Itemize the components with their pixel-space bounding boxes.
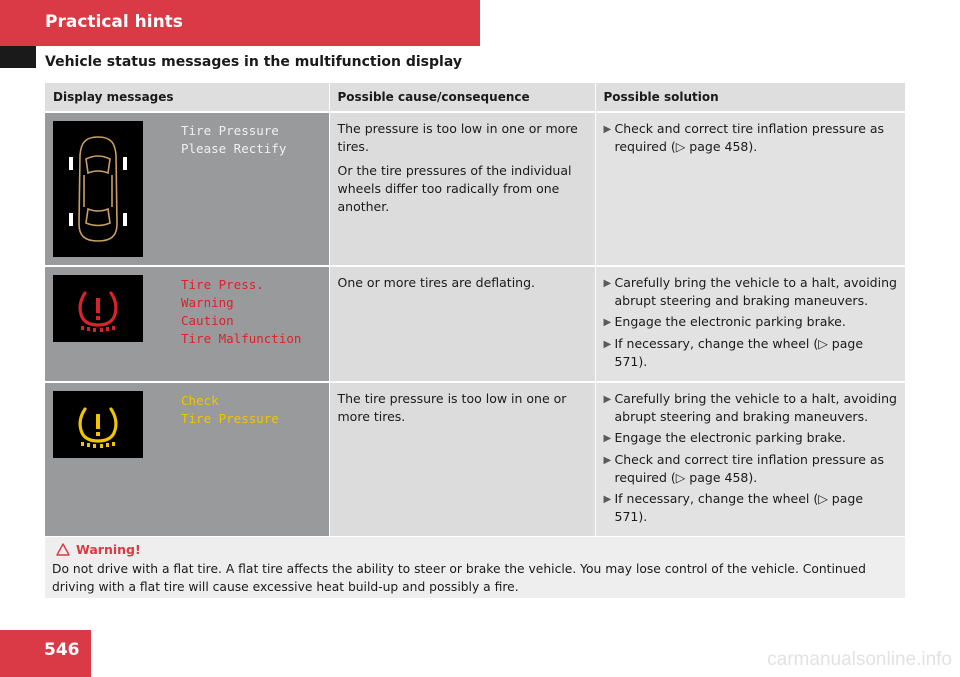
table-row [45, 112, 905, 266]
solution-item [604, 335, 898, 371]
solution-item [604, 274, 898, 310]
display-line: Please Rectify [181, 141, 287, 156]
cause-text: The pressure is too low in one or more tires. [337, 121, 578, 154]
corner-block [0, 46, 36, 68]
arrow-bullet-icon: ▶ [603, 124, 612, 135]
solution-item [604, 390, 898, 426]
solution-text: Carefully bring the vehicle to a halt, avoiding abrupt steering and braking maneuvers. [614, 391, 897, 424]
display-message [181, 275, 301, 348]
warning-box [45, 537, 905, 598]
column-header-solution: Possible solution [595, 83, 905, 112]
page-number: 546 [44, 640, 80, 660]
chapter-title: Practical hints [45, 12, 183, 32]
cause-text: Or the tire pressures of the individual wheels differ too radically from one another. [337, 163, 572, 214]
display-message [181, 121, 286, 257]
arrow-bullet-icon: ▶ [603, 494, 612, 505]
display-cell [45, 382, 329, 537]
arrow-bullet-icon: ▶ [603, 339, 612, 350]
display-line: Check [181, 393, 219, 408]
solution-text: Check and correct tire inflation pressure as required (▷ page 458). [614, 452, 885, 485]
solution-text: If necessary, change the wheel (▷ page 571). [614, 336, 864, 369]
table-row [45, 266, 905, 382]
solution-cell [595, 382, 905, 537]
status-messages-table [45, 83, 905, 538]
display-line: Tire Pressure [181, 411, 279, 426]
cause-cell [329, 112, 595, 266]
table-row [45, 382, 905, 537]
display-cell [45, 266, 329, 382]
tire-warning-red-icon [68, 284, 128, 334]
display-line: Tire Pressure [181, 123, 279, 138]
display-line: Tire Press. [181, 277, 264, 292]
warning-title: Warning! [76, 542, 141, 557]
solution-item [604, 313, 898, 332]
solution-cell [595, 112, 905, 266]
warning-text: Do not drive with a flat tire. A flat tire affects the ability to steer or brake the vehicle. You may lose control of the vehicle. Continued driving with a flat tire will cause excessive heat build-up and possibly a fire. [52, 562, 866, 594]
solution-text: If necessary, change the wheel (▷ page 571). [614, 491, 864, 524]
cause-cell [329, 266, 595, 382]
table-header-row [45, 83, 905, 112]
warning-header [52, 542, 898, 557]
solution-text: Engage the electronic parking brake. [614, 314, 846, 329]
arrow-bullet-icon: ▶ [603, 394, 612, 405]
display-line: Caution [181, 313, 234, 328]
display-screen [53, 121, 143, 257]
section-title: Vehicle status messages in the multifunction display [45, 54, 462, 70]
arrow-bullet-icon: ▶ [603, 278, 612, 289]
display-screen [53, 391, 143, 458]
solution-item [604, 451, 898, 487]
cause-cell [329, 382, 595, 537]
solution-cell [595, 266, 905, 382]
display-cell [45, 112, 329, 266]
column-header-cause: Possible cause/consequence [329, 83, 595, 112]
arrow-bullet-icon: ▶ [603, 433, 612, 444]
solution-text: Carefully bring the vehicle to a halt, avoiding abrupt steering and braking maneuvers. [614, 275, 897, 308]
solution-item [604, 490, 898, 526]
arrow-bullet-icon: ▶ [603, 317, 612, 328]
car-tire-pressure-icon [63, 129, 133, 249]
cause-text: The tire pressure is too low in one or more tires. [337, 391, 567, 424]
column-header-display: Display messages [45, 83, 329, 112]
solution-item [604, 429, 898, 448]
display-screen [53, 275, 143, 342]
solution-text: Check and correct tire inflation pressure as required (▷ page 458). [614, 121, 885, 154]
display-line: Tire Malfunction [181, 331, 302, 346]
arrow-bullet-icon: ▶ [603, 455, 612, 466]
solution-item [604, 120, 898, 156]
warning-triangle-icon [56, 543, 70, 556]
display-message [181, 391, 279, 458]
display-line: Warning [181, 295, 234, 310]
solution-text: Engage the electronic parking brake. [614, 430, 846, 445]
cause-text: One or more tires are deflating. [337, 275, 536, 290]
watermark: carmanualsonline.info [767, 649, 952, 670]
tire-warning-yellow-icon [68, 400, 128, 450]
